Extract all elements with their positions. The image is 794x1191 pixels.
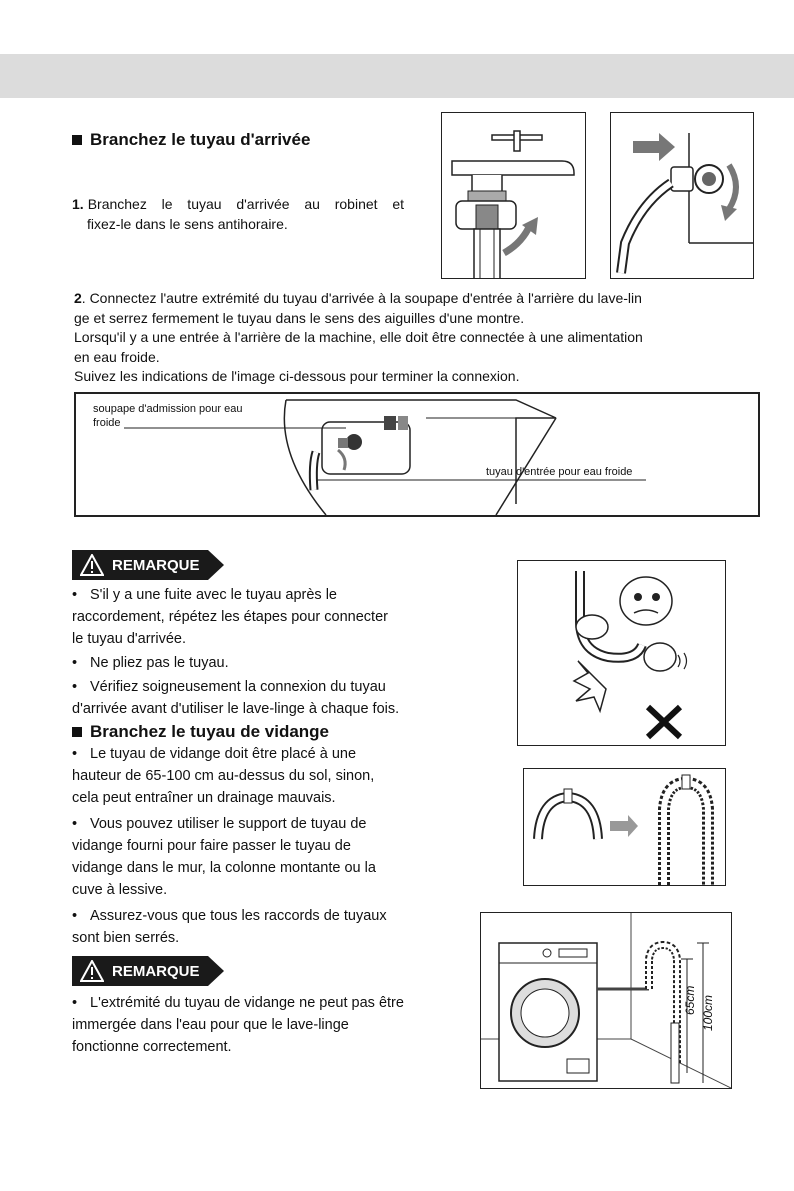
remark-badge-1 bbox=[72, 550, 224, 580]
list-line: S'il y a une fuite avec le tuyau après le bbox=[90, 587, 337, 603]
drain-list bbox=[72, 743, 442, 949]
step-2-line: en eau froide. bbox=[74, 348, 160, 365]
list-item bbox=[72, 905, 442, 949]
list-line: vidange fourni pour faire passer le tuyau de bbox=[72, 838, 351, 854]
list-line: sont bien serrés. bbox=[72, 930, 180, 946]
list-line: cela peut entraîner un drainage mauvais. bbox=[72, 790, 336, 806]
list-item bbox=[72, 813, 442, 901]
remark-2-list bbox=[72, 992, 452, 1058]
remark-badge-2 bbox=[72, 956, 224, 986]
step-2-line: Suivez les indications de l'image ci-dessous pour terminer la connexion. bbox=[74, 368, 520, 384]
list-line: vidange dans le mur, la colonne montante ou la bbox=[72, 860, 376, 876]
heading-text: Branchez le tuyau d'arrivée bbox=[90, 130, 311, 149]
height-100-label: 100cm bbox=[701, 994, 715, 1031]
list-line: Ne pliez pas le tuyau. bbox=[90, 655, 229, 671]
remark-label: REMARQUE bbox=[112, 556, 200, 574]
valve-label-line: froide bbox=[93, 417, 121, 429]
list-line: d'arrivée avant d'utiliser le lave-linge à chaque fois. bbox=[72, 701, 400, 717]
valve-label-line: soupape d'admission pour eau bbox=[93, 403, 243, 415]
heading-text: Branchez le tuyau de vidange bbox=[90, 722, 330, 741]
list-line: hauteur de 65-100 cm au-dessus du sol, sinon, bbox=[72, 768, 375, 784]
drain-height-illustration bbox=[480, 912, 732, 1089]
square-bullet-icon bbox=[72, 727, 82, 737]
hose-label: tuyau d'entrée pour eau froide bbox=[486, 466, 633, 478]
list-line: L'extrémité du tuyau de vidange ne peut pas être bbox=[90, 995, 404, 1011]
bullet: • bbox=[72, 746, 78, 762]
bullet: • bbox=[72, 816, 78, 832]
square-bullet-icon bbox=[72, 135, 82, 145]
bullet: • bbox=[72, 908, 78, 924]
valve-illustration bbox=[610, 112, 754, 279]
faucet-illustration bbox=[441, 112, 586, 279]
step-1 bbox=[72, 194, 404, 234]
header-bar bbox=[0, 54, 794, 98]
bullet: • bbox=[72, 587, 78, 603]
list-line: raccordement, répétez les étapes pour connecter bbox=[72, 609, 388, 625]
list-line: immergée dans l'eau pour que le lave-linge bbox=[72, 1017, 349, 1033]
list-item bbox=[72, 743, 442, 809]
list-line: fonctionne correctement. bbox=[72, 1039, 232, 1055]
step-1-line: Branchez le tuyau d'arrivée au robinet et bbox=[87, 196, 404, 212]
remark-1-list bbox=[72, 584, 442, 720]
step-number: 2 bbox=[74, 290, 82, 306]
step-1-line: fixez-le dans le sens antihoraire. bbox=[87, 216, 288, 232]
list-line: Vous pouvez utiliser le support de tuyau de bbox=[90, 816, 367, 832]
step-2-line: Lorsqu'il y a une entrée à l'arrière de la machine, elle doit être connectée à une alimentation bbox=[74, 329, 643, 345]
warning-icon bbox=[80, 554, 104, 576]
list-line: le tuyau d'arrivée. bbox=[72, 631, 186, 647]
hose-holder-illustration bbox=[523, 768, 726, 886]
bullet: • bbox=[72, 679, 78, 695]
list-line: cuve à lessive. bbox=[72, 882, 168, 898]
height-65-label: 65cm bbox=[683, 985, 697, 1015]
rear-connection-diagram bbox=[74, 392, 760, 517]
step-2 bbox=[74, 289, 734, 387]
remark-label: REMARQUE bbox=[112, 962, 200, 980]
list-line: Vérifiez soigneusement la connexion du tuyau bbox=[90, 679, 386, 695]
list-line: Assurez-vous que tous les raccords de tuyaux bbox=[90, 908, 387, 924]
step-number: 1. bbox=[72, 196, 84, 212]
section-heading-inlet bbox=[72, 130, 310, 150]
list-item bbox=[72, 584, 442, 650]
list-line: Le tuyau de vidange doit être placé à une bbox=[90, 746, 357, 762]
step-2-line: . Connectez l'autre extrémité du tuyau d'arrivée à la soupape d'entrée à l'arrière du lave-lin bbox=[81, 290, 642, 306]
step-2-line: ge et serrez fermement le tuyau dans le sens des aiguilles d'une montre. bbox=[74, 309, 525, 326]
valve-label bbox=[93, 402, 242, 430]
section-heading-drain bbox=[72, 722, 329, 742]
do-not-bend-illustration bbox=[517, 560, 726, 746]
list-item bbox=[72, 652, 442, 674]
bullet: • bbox=[72, 655, 78, 671]
bullet: • bbox=[72, 995, 78, 1011]
list-item bbox=[72, 676, 442, 720]
warning-icon bbox=[80, 960, 104, 982]
